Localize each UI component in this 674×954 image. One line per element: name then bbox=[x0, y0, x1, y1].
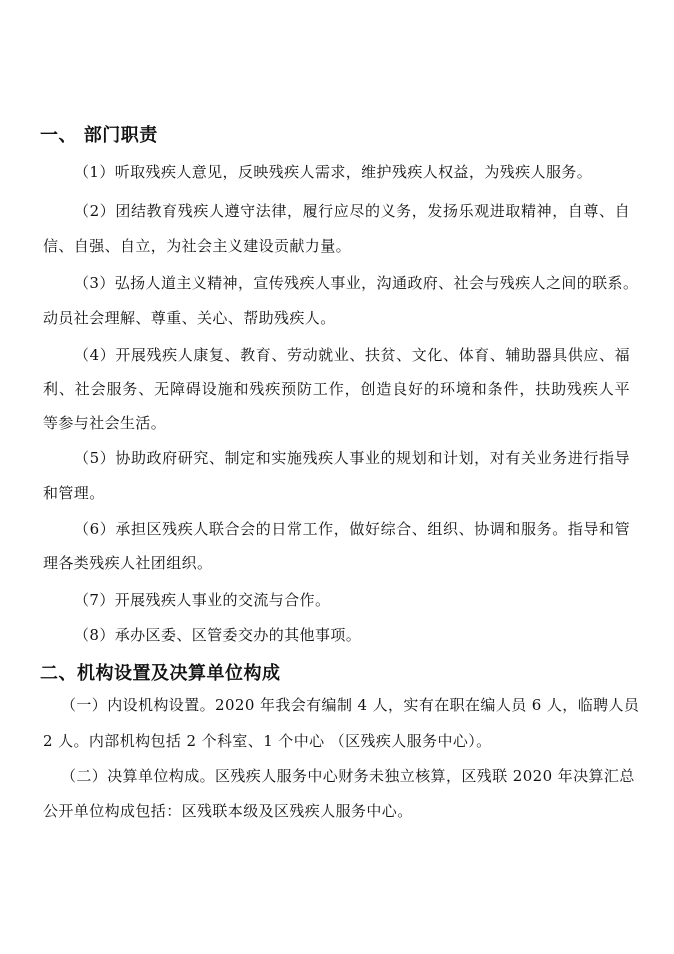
duty-item-4-line-2: 利、社会服务、无障碍设施和残疾预防工作，创造良好的环境和条件，扶助残疾人平 bbox=[43, 380, 630, 398]
duty-item-2-line-2: 信、自强、自立，为社会主义建设贡献力量。 bbox=[43, 237, 352, 255]
duty-item-4-line-1: （4）开展残疾人康复、教育、劳动就业、扶贫、文化、体育、辅助器具供应、福 bbox=[74, 346, 630, 364]
duty-item-3-line-2: 动员社会理解、尊重、关心、帮助残疾人。 bbox=[43, 309, 336, 327]
duty-item-5-line-2: 和管理。 bbox=[43, 484, 105, 502]
duty-item-4-line-3: 等参与社会生活。 bbox=[43, 414, 167, 432]
duty-item-1: （1）听取残疾人意见，反映残疾人需求，维护残疾人权益，为残疾人服务。 bbox=[74, 163, 593, 181]
duty-item-6-line-1: （6）承担区残疾人联合会的日常工作，做好综合、组织、协调和服务。指导和管 bbox=[74, 520, 630, 538]
duty-item-3-line-1: （3）弘扬人道主义精神，宣传残疾人事业，沟通政府、社会与残疾人之间的联系。 bbox=[74, 274, 639, 292]
section-heading-organization: 二、机构设置及决算单位构成 bbox=[40, 663, 281, 684]
duty-item-6-line-2: 理各类残疾人社团组织。 bbox=[43, 554, 213, 572]
duty-item-5-line-1: （5）协助政府研究、制定和实施残疾人事业的规划和计划，对有关业务进行指导 bbox=[74, 449, 630, 467]
duty-item-7: （7）开展残疾人事业的交流与合作。 bbox=[74, 591, 331, 609]
org-paragraph-2-line-1: （二）决算单位构成。区残疾人服务中心财务未独立核算，区残联 2020 年决算汇总 bbox=[61, 767, 635, 785]
org-paragraph-1-line-2: 2 人。内部机构包括 2 个科室、1 个中心 （区残疾人服务中心）。 bbox=[43, 732, 492, 750]
org-paragraph-2-line-2: 公开单位构成包括：区残联本级及区残疾人服务中心。 bbox=[43, 802, 413, 820]
section-heading-department-duties: 一、 部门职责 bbox=[40, 125, 158, 146]
org-paragraph-1-line-1: （一）内设机构设置。2020 年我会有编制 4 人，实有在职在编人员 6 人，临聘人员 bbox=[61, 696, 640, 714]
duty-item-8: （8）承办区委、区管委交办的其他事项。 bbox=[74, 626, 362, 644]
duty-item-2-line-1: （2）团结教育残疾人遵守法律，履行应尽的义务，发扬乐观进取精神，自尊、自 bbox=[74, 202, 630, 220]
